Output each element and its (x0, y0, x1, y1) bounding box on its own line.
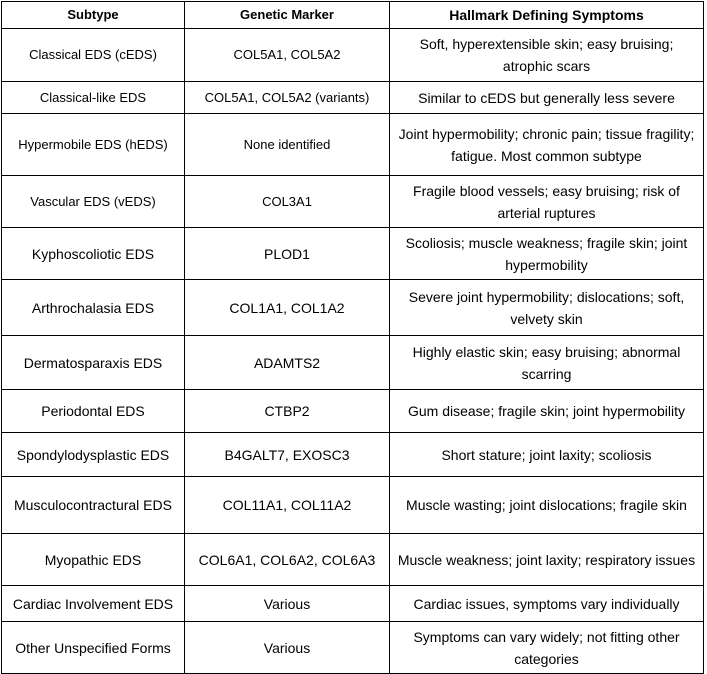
table-row (2, 586, 704, 622)
symptoms-cell: Joint hypermobility; chronic pain; tissue fragility; fatigue. Most common subtype (390, 114, 704, 176)
marker-cell: B4GALT7, EXOSC3 (185, 433, 390, 477)
symptoms-cell: Muscle wasting; joint dislocations; fragile skin (390, 477, 704, 534)
table-row (2, 176, 704, 228)
marker-cell: Various (185, 586, 390, 622)
table-row (2, 433, 704, 477)
marker-cell: Various (185, 622, 390, 674)
marker-cell: PLOD1 (185, 228, 390, 280)
marker-cell: COL3A1 (185, 176, 390, 228)
symptoms-cell: Severe joint hypermobility; dislocations; soft, velvety skin (390, 280, 704, 336)
subtype-cell: Spondylodysplastic EDS (2, 433, 185, 477)
marker-cell: COL1A1, COL1A2 (185, 280, 390, 336)
symptoms-cell: Scoliosis; muscle weakness; fragile skin; joint hypermobility (390, 228, 704, 280)
eds-subtypes-table (1, 1, 704, 674)
symptoms-cell: Short stature; joint laxity; scoliosis (390, 433, 704, 477)
table-row (2, 114, 704, 176)
marker-cell: COL5A1, COL5A2 (variants) (185, 82, 390, 114)
subtype-cell: Dermatosparaxis EDS (2, 336, 185, 390)
subtype-cell: Cardiac Involvement EDS (2, 586, 185, 622)
symptoms-cell: Highly elastic skin; easy bruising; abnormal scarring (390, 336, 704, 390)
header-genetic-marker: Genetic Marker (185, 2, 390, 29)
subtype-cell: Hypermobile EDS (hEDS) (2, 114, 185, 176)
subtype-cell: Kyphoscoliotic EDS (2, 228, 185, 280)
subtype-cell: Classical-like EDS (2, 82, 185, 114)
symptoms-cell: Gum disease; fragile skin; joint hypermobility (390, 390, 704, 433)
header-subtype: Subtype (2, 2, 185, 29)
marker-cell: COL5A1, COL5A2 (185, 29, 390, 82)
subtype-cell: Arthrochalasia EDS (2, 280, 185, 336)
symptoms-cell: Cardiac issues, symptoms vary individually (390, 586, 704, 622)
symptoms-cell: Soft, hyperextensible skin; easy bruising; atrophic scars (390, 29, 704, 82)
table-row (2, 622, 704, 674)
header-row (2, 2, 704, 29)
table-row (2, 477, 704, 534)
marker-cell: ADAMTS2 (185, 336, 390, 390)
marker-cell: CTBP2 (185, 390, 390, 433)
header-symptoms: Hallmark Defining Symptoms (390, 2, 704, 29)
symptoms-cell: Muscle weakness; joint laxity; respiratory issues (390, 534, 704, 586)
table-row (2, 280, 704, 336)
table-row (2, 29, 704, 82)
marker-cell: COL6A1, COL6A2, COL6A3 (185, 534, 390, 586)
table-row (2, 82, 704, 114)
symptoms-cell: Symptoms can vary widely; not fitting other categories (390, 622, 704, 674)
marker-cell: None identified (185, 114, 390, 176)
subtype-cell: Musculocontractural EDS (2, 477, 185, 534)
table-row (2, 534, 704, 586)
subtype-cell: Vascular EDS (vEDS) (2, 176, 185, 228)
subtype-cell: Other Unspecified Forms (2, 622, 185, 674)
table-row (2, 390, 704, 433)
marker-cell: COL11A1, COL11A2 (185, 477, 390, 534)
table-row (2, 336, 704, 390)
symptoms-cell: Similar to cEDS but generally less severe (390, 82, 704, 114)
subtype-cell: Classical EDS (cEDS) (2, 29, 185, 82)
table-row (2, 228, 704, 280)
subtype-cell: Myopathic EDS (2, 534, 185, 586)
subtype-cell: Periodontal EDS (2, 390, 185, 433)
symptoms-cell: Fragile blood vessels; easy bruising; risk of arterial ruptures (390, 176, 704, 228)
